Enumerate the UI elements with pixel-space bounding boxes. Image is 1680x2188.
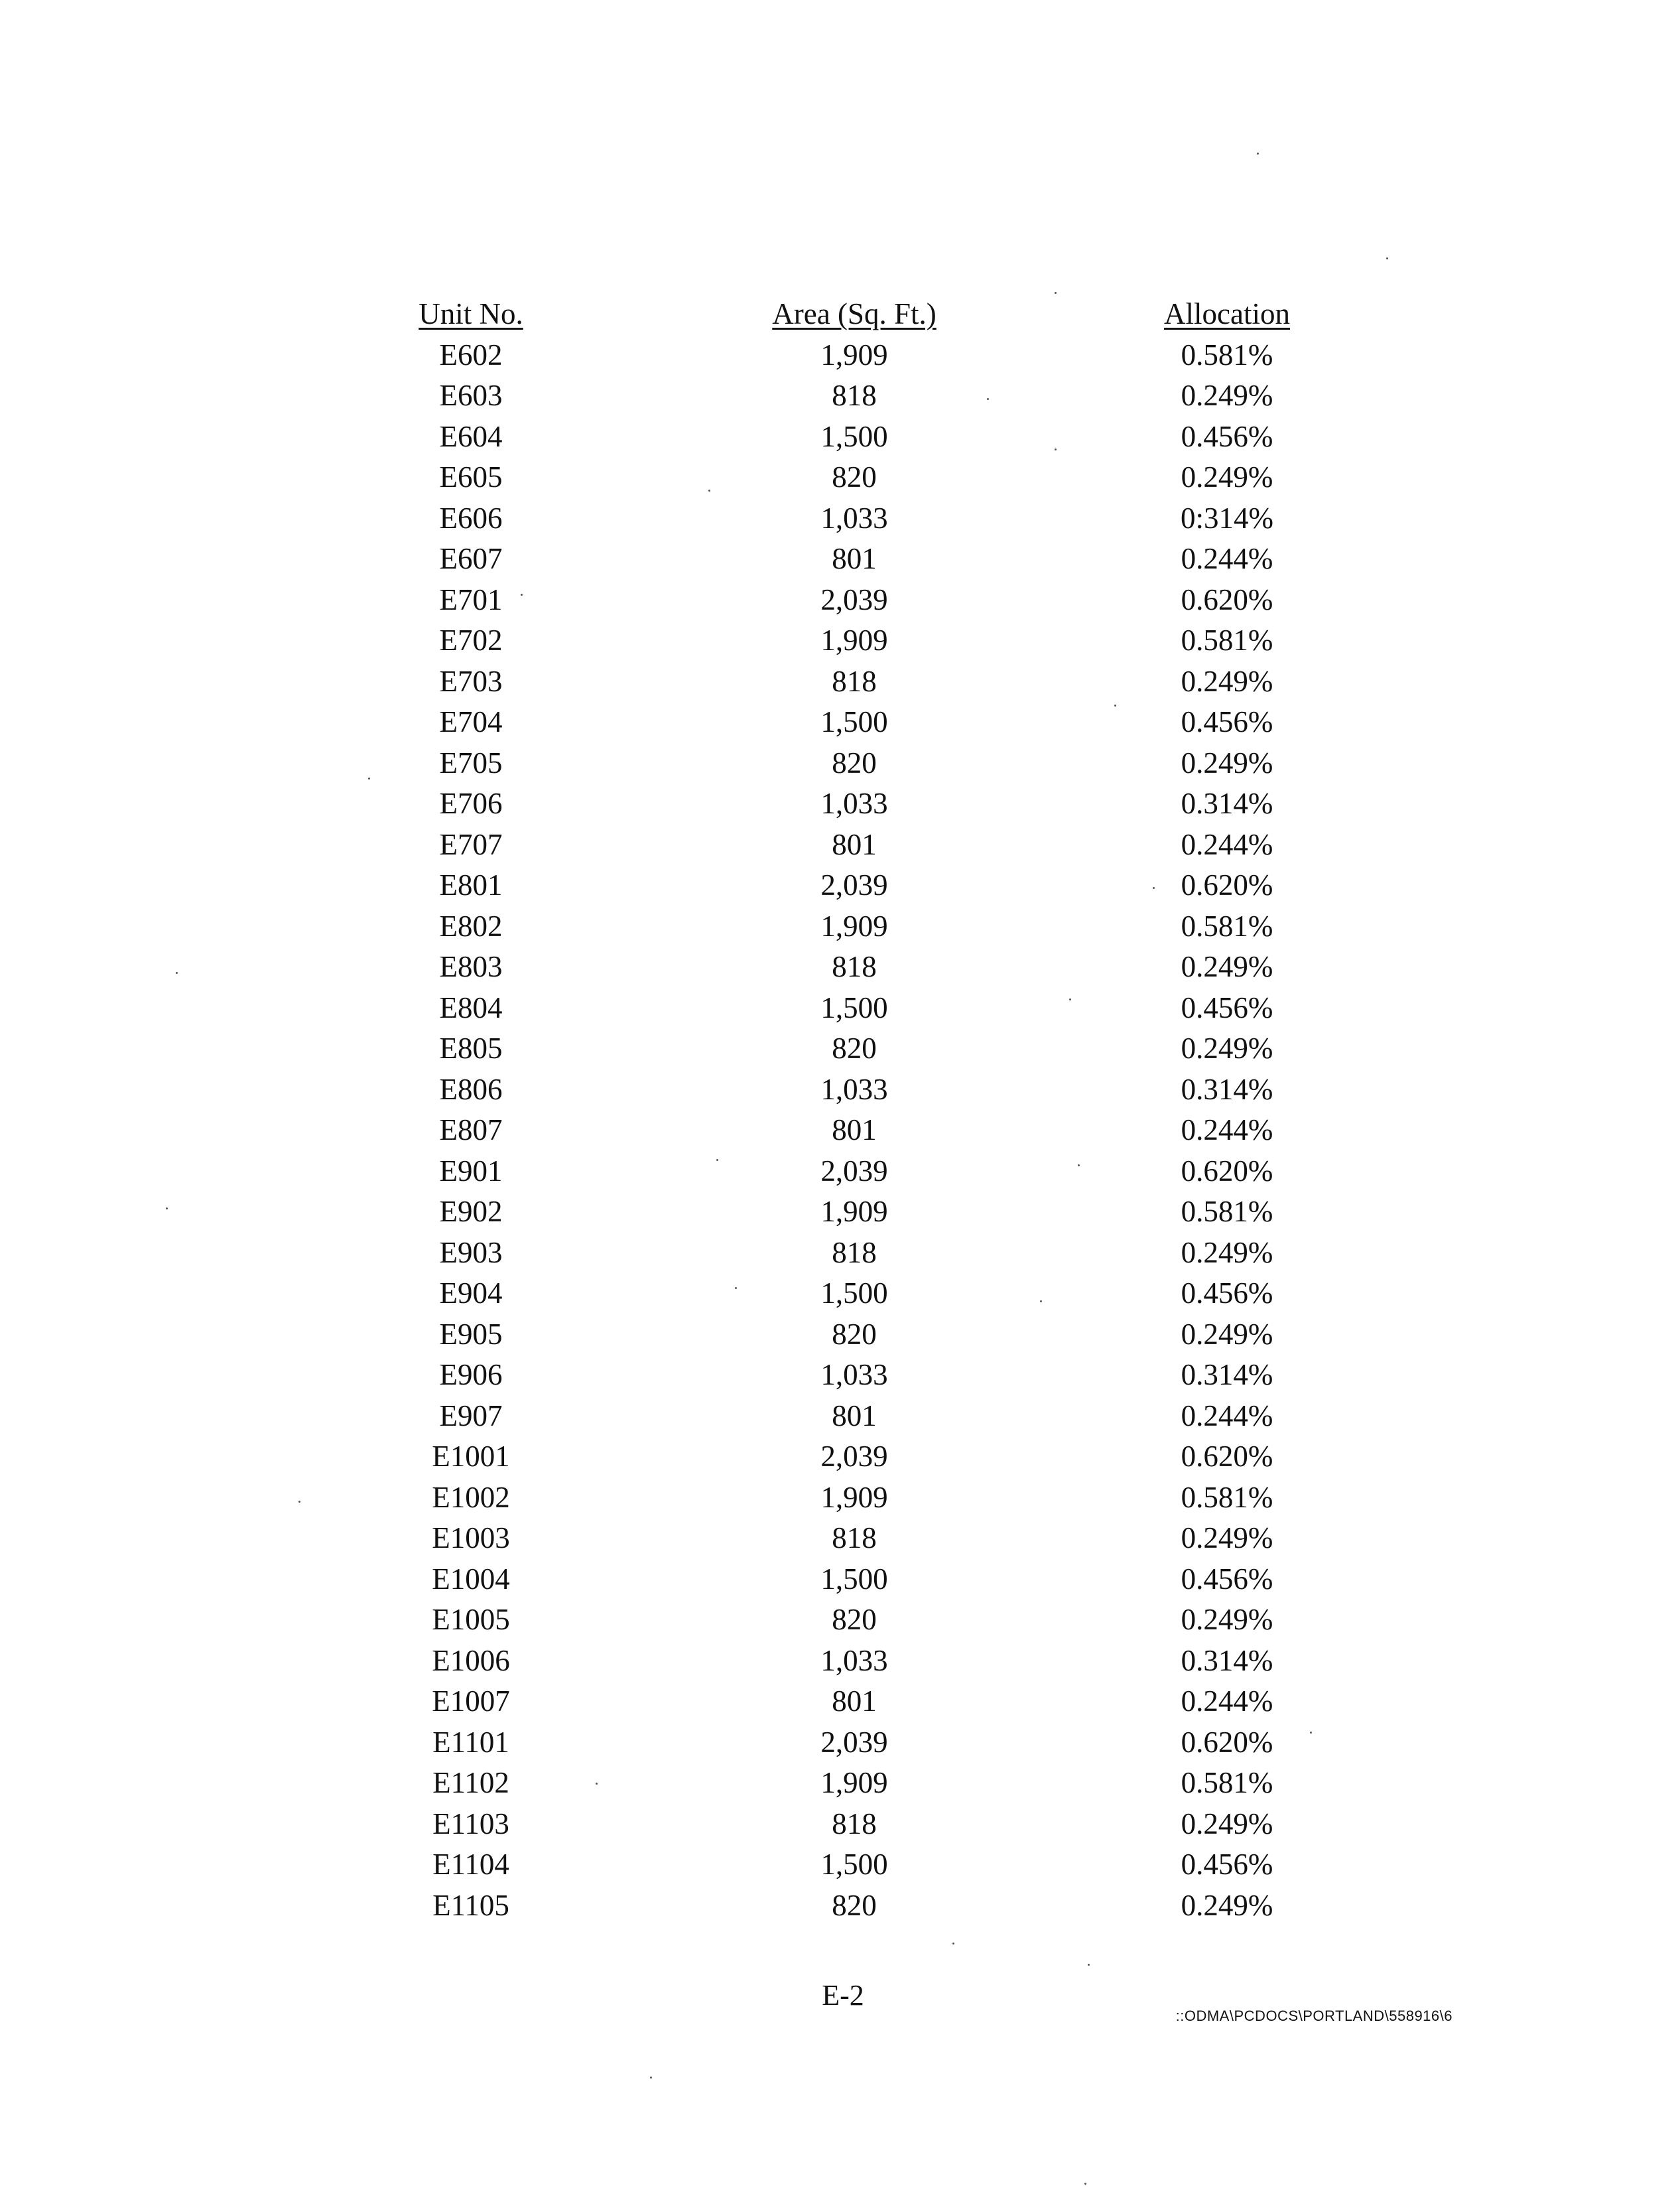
unit-cell: E1001 [432, 1440, 510, 1473]
area-cell: 818 [832, 1807, 877, 1840]
unit-cell: E905 [439, 1317, 503, 1351]
area-cell: 1,909 [820, 1195, 888, 1228]
unit-cell: E705 [439, 746, 503, 780]
scan-speck [1055, 448, 1057, 450]
page-number: E-2 [822, 1979, 864, 2012]
unit-cell: E801 [439, 868, 503, 902]
unit-cell: E1006 [432, 1643, 510, 1677]
unit-cell: E603 [439, 379, 503, 412]
unit-cell: E902 [439, 1195, 503, 1228]
area-cell: 820 [832, 1888, 877, 1922]
unit-cell: E907 [439, 1399, 503, 1432]
unit-number-cells [371, 335, 570, 1927]
scan-speck [708, 490, 710, 492]
allocation-cell: 0.620% [1181, 582, 1273, 616]
allocation-cell: 0.249% [1181, 664, 1273, 698]
scan-speck [1386, 257, 1388, 259]
unit-cell: E904 [439, 1276, 503, 1310]
scan-speck [1069, 998, 1071, 1000]
unit-cell: E804 [439, 991, 503, 1024]
allocation-cell: 0.249% [1181, 1603, 1273, 1636]
scan-speck [1257, 153, 1259, 155]
area-cell: 820 [832, 746, 877, 780]
allocation-column [1061, 294, 1393, 1926]
area-cell: 1,500 [820, 419, 888, 453]
area-cell: 820 [832, 1317, 877, 1351]
allocation-cell: 0.249% [1181, 950, 1273, 983]
area-cell: 1,033 [820, 501, 888, 535]
unit-number-header: Unit No. [419, 297, 523, 330]
unit-cell: E1005 [432, 1603, 510, 1636]
area-cell: 1,033 [820, 1643, 888, 1677]
unit-cell: E1104 [432, 1848, 509, 1881]
unit-cell: E802 [439, 909, 503, 943]
allocation-cell: 0.244% [1181, 1399, 1273, 1432]
area-cell: 820 [832, 460, 877, 494]
area-column [722, 294, 987, 1926]
unit-cell: E604 [439, 419, 503, 453]
scan-speck [1088, 1964, 1090, 1966]
area-cell: 818 [832, 950, 877, 983]
scan-speck [368, 778, 370, 780]
unit-cell: E1003 [432, 1521, 510, 1554]
scan-speck [1114, 705, 1116, 707]
allocation-cell: 0.314% [1181, 1072, 1273, 1106]
area-cell: 818 [832, 664, 877, 698]
area-cell: 2,039 [820, 868, 888, 902]
unit-cell: E706 [439, 787, 503, 820]
area-cell: 2,039 [820, 1154, 888, 1188]
area-cell: 818 [832, 1521, 877, 1554]
scan-speck [176, 972, 178, 974]
allocation-cell: 0.249% [1181, 1888, 1273, 1922]
allocation-cell: 0.620% [1181, 1154, 1273, 1188]
area-header: Area (Sq. Ft.) [772, 297, 937, 330]
unit-cell: E1007 [432, 1684, 510, 1718]
area-cell: 1,500 [820, 1276, 888, 1310]
allocation-cell: 0.456% [1181, 1848, 1273, 1881]
allocation-cell: 0.249% [1181, 746, 1273, 780]
area-cell: 2,039 [820, 582, 888, 616]
allocation-cell: 0.249% [1181, 1235, 1273, 1269]
area-cell: 818 [832, 379, 877, 412]
allocation-cell: 0.456% [1181, 1562, 1273, 1596]
scan-speck [1040, 1300, 1042, 1302]
area-cell: 801 [832, 1399, 877, 1432]
area-cell: 1,500 [820, 1848, 888, 1881]
unit-cell: E704 [439, 705, 503, 738]
scan-speck [1055, 292, 1057, 294]
allocation-cell: 0.244% [1181, 1684, 1273, 1718]
allocation-cell: 0.456% [1181, 419, 1273, 453]
scan-speck [166, 1207, 168, 1209]
area-cell: 801 [832, 542, 877, 575]
allocation-cell: 0.249% [1181, 460, 1273, 494]
allocation-cell: 0.244% [1181, 827, 1273, 861]
unit-cell: E805 [439, 1032, 503, 1065]
area-cell: 1,909 [820, 1766, 888, 1799]
unit-cell: E602 [439, 338, 503, 372]
allocation-cell: 0.244% [1181, 542, 1273, 575]
document-reference: ::ODMA\PCDOCS\PORTLAND\558916\6 [1175, 2008, 1453, 2024]
allocation-cells [1061, 335, 1393, 1927]
allocation-cell: 0.620% [1181, 1725, 1273, 1759]
unit-cell: E701 [439, 582, 503, 616]
allocation-cell: 0.249% [1181, 1521, 1273, 1554]
allocation-cell: 0.456% [1181, 1276, 1273, 1310]
scan-speck [952, 1943, 954, 1945]
unit-cell: E1102 [432, 1766, 509, 1799]
allocation-cell: 0.314% [1181, 787, 1273, 820]
allocation-cell: 0.249% [1181, 1807, 1273, 1840]
area-cell: 2,039 [820, 1440, 888, 1473]
allocation-cell: 0.314% [1181, 1358, 1273, 1391]
unit-cell: E807 [439, 1113, 503, 1146]
scan-speck [1078, 1164, 1080, 1166]
allocation-cell: 0:314% [1181, 501, 1273, 535]
allocation-cell: 0.244% [1181, 1113, 1273, 1146]
area-cell: 1,033 [820, 787, 888, 820]
unit-cell: E606 [439, 501, 503, 535]
allocation-cell: 0.620% [1181, 1440, 1273, 1473]
area-cell: 1,033 [820, 1358, 888, 1391]
allocation-cell: 0.456% [1181, 705, 1273, 738]
unit-cell: E1105 [432, 1888, 509, 1922]
allocation-cell: 0.249% [1181, 1317, 1273, 1351]
area-cell: 1,909 [820, 624, 888, 657]
allocation-cell: 0.620% [1181, 868, 1273, 902]
unit-cell: E707 [439, 827, 503, 861]
unit-cell: E1101 [432, 1725, 509, 1759]
area-cell: 801 [832, 1113, 877, 1146]
unit-cell: E806 [439, 1072, 503, 1106]
allocation-cell: 0.581% [1181, 624, 1273, 657]
area-cells [722, 335, 987, 1927]
area-cell: 820 [832, 1603, 877, 1636]
unit-cell: E607 [439, 542, 503, 575]
scan-speck [987, 398, 989, 400]
scan-speck [298, 1501, 300, 1503]
scan-speck [1084, 2183, 1086, 2185]
area-cell: 1,033 [820, 1072, 888, 1106]
allocation-cell: 0.249% [1181, 379, 1273, 412]
area-cell: 801 [832, 827, 877, 861]
scan-speck [1310, 1732, 1312, 1734]
allocation-header: Allocation [1164, 297, 1290, 330]
area-cell: 1,500 [820, 991, 888, 1024]
allocation-cell: 0.581% [1181, 1195, 1273, 1228]
unit-cell: E903 [439, 1235, 503, 1269]
area-cell: 1,909 [820, 909, 888, 943]
scan-speck [735, 1287, 737, 1289]
unit-cell: E803 [439, 950, 503, 983]
allocation-cell: 0.249% [1181, 1032, 1273, 1065]
area-cell: 1,500 [820, 1562, 888, 1596]
area-cell: 1,909 [820, 1480, 888, 1514]
scan-speck [521, 594, 523, 596]
allocation-cell: 0.456% [1181, 991, 1273, 1024]
unit-number-column [371, 294, 570, 1926]
allocation-cell: 0.581% [1181, 1766, 1273, 1799]
scan-speck [1153, 887, 1155, 889]
unit-cell: E1002 [432, 1480, 510, 1514]
area-cell: 820 [832, 1032, 877, 1065]
allocation-cell: 0.581% [1181, 338, 1273, 372]
area-cell: 1,909 [820, 338, 888, 372]
area-cell: 1,500 [820, 705, 888, 738]
allocation-cell: 0.581% [1181, 909, 1273, 943]
unit-cell: E702 [439, 624, 503, 657]
scan-speck [596, 1783, 598, 1785]
area-cell: 801 [832, 1684, 877, 1718]
unit-cell: E703 [439, 664, 503, 698]
unit-cell: E906 [439, 1358, 503, 1391]
area-cell: 818 [832, 1235, 877, 1269]
scan-speck [650, 2077, 652, 2079]
unit-cell: E605 [439, 460, 503, 494]
area-cell: 2,039 [820, 1725, 888, 1759]
allocation-cell: 0.314% [1181, 1643, 1273, 1677]
unit-cell: E1004 [432, 1562, 510, 1596]
unit-cell: E1103 [432, 1807, 509, 1840]
unit-cell: E901 [439, 1154, 503, 1188]
allocation-cell: 0.581% [1181, 1480, 1273, 1514]
scan-speck [716, 1159, 718, 1161]
